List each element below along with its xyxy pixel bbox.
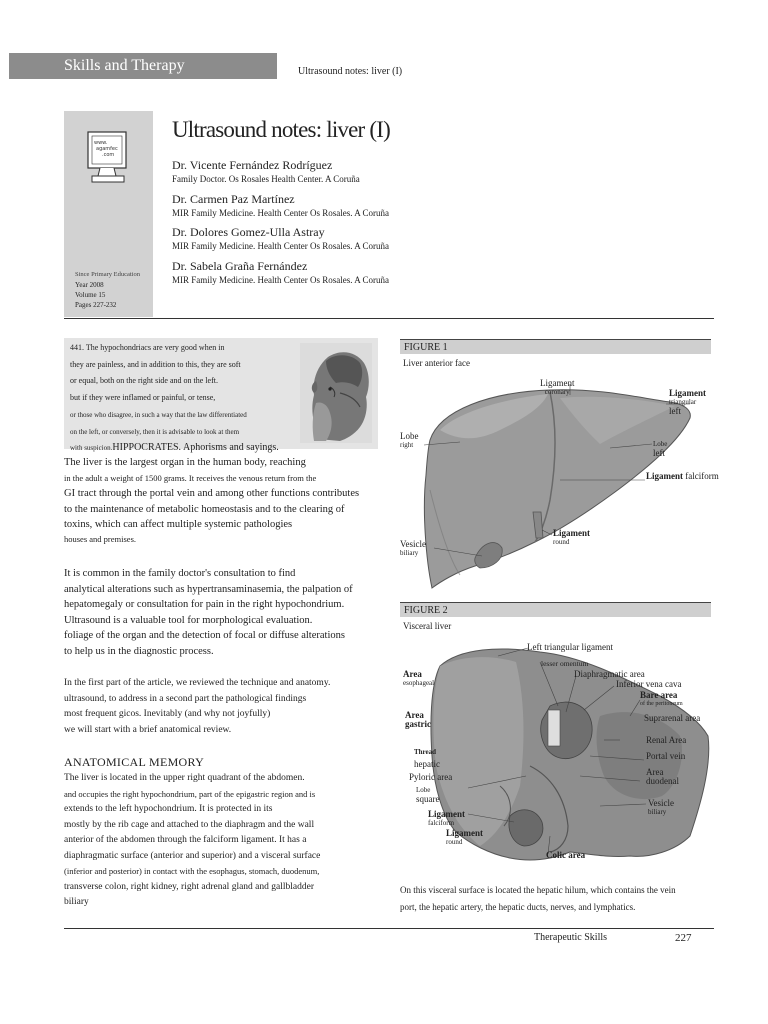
- paragraph-3: [64, 676, 374, 738]
- label-round-ligament-2: [446, 829, 483, 847]
- monitor-text-2: agamfec: [96, 146, 118, 152]
- text-line: It is common in the family doctor's consultation to find: [64, 568, 296, 579]
- text-line: GI tract through the portal vein and among other functions contributes: [64, 488, 360, 499]
- label-line: gastric: [405, 719, 431, 729]
- sidebar-meta: [75, 270, 140, 310]
- label-falciform-ligament: [646, 472, 719, 481]
- monitor-text-3: .com: [102, 152, 115, 158]
- running-title: Ultrasound notes: liver (I): [298, 66, 403, 77]
- label-line: coronary: [544, 388, 570, 396]
- label-line: Lobe: [400, 431, 419, 441]
- label-line: Left triangular ligament: [527, 642, 613, 652]
- text-line: toxins, which can affect multiple systemic pathologies: [64, 519, 293, 530]
- label-duodenal-area: [646, 768, 679, 786]
- page-number: 227: [675, 932, 692, 944]
- text-line: analytical alterations such as hypertransaminasemia, the palpation of: [64, 583, 353, 595]
- label-line: duodenal: [646, 776, 679, 786]
- label-line: Inferior vena cava: [616, 679, 682, 689]
- meta-pages: Pages 227-232: [75, 301, 117, 309]
- label-line: Ligament: [540, 378, 575, 388]
- text-line: foliage of the organ and the detection of focal or diffuse alterations: [64, 630, 345, 641]
- label-line: Area: [403, 669, 422, 679]
- text-line: to help us in the diagnostic process.: [64, 645, 214, 657]
- label-right-lobe: [400, 432, 419, 450]
- text-line: The liver is located in the upper right quadrant of the abdomen.: [64, 773, 305, 783]
- text-line: Ultrasound is a valuable tool for morphological evaluation.: [64, 614, 313, 626]
- text-line: most frequent gicos. Inevitably (and why not joyfully): [64, 709, 271, 719]
- quote-line: or those who disagree, in such a way that the law differentiated: [70, 410, 247, 419]
- label-line: biliary: [400, 549, 419, 557]
- label-thread: [414, 748, 436, 757]
- label-line: Portal vein: [646, 751, 686, 761]
- label-line: Vesicle: [400, 539, 426, 549]
- label-falciform-ligament-2: [428, 810, 465, 828]
- text-line: hepatomegaly or consultation for pain in the right hypochondrium.: [64, 599, 345, 610]
- quote-line: 441. The hypochondriacs are very good when in: [70, 343, 225, 352]
- footer-rule: [64, 928, 714, 929]
- author-affiliation: MIR Family Medicine. Health Center Os Rosales. A Coruña: [172, 208, 389, 218]
- meta-year: Year 2008: [75, 281, 104, 289]
- paragraph-4: [64, 771, 374, 911]
- text-line: we will start with a brief anatomical review.: [64, 724, 232, 735]
- header-rule: [64, 318, 714, 319]
- author-name: Dr. Sabela Graña Fernández: [172, 259, 308, 273]
- article-title: Ultrasound notes: liver (I): [172, 117, 390, 142]
- label-line: round: [446, 838, 463, 846]
- quote-source: HIPPOCRATES. Aphorisms and sayings.: [112, 442, 279, 454]
- label-round-ligament: [553, 529, 590, 547]
- paragraph-2: [64, 566, 374, 659]
- text-line: mostly by the rib cage and attached to the diaphragm and the wall: [64, 819, 315, 830]
- text-line: (inferior and posterior) in contact with the esophagus, stomach, duodenum,: [64, 866, 320, 876]
- quote-line: on the left, or conversely, then it is advisable to look at them: [70, 427, 240, 436]
- figure-1-label: FIGURE 1: [400, 339, 711, 354]
- label-suprarenal-area: [644, 714, 700, 723]
- quote-line: with suspicion.: [70, 444, 113, 453]
- label-line: Colic area: [546, 850, 586, 860]
- label-inferior-vena-cava: [616, 680, 681, 689]
- author-1: [172, 158, 360, 185]
- text-line: transverse colon, right kidney, right adrenal gland and gallbladder: [64, 881, 314, 892]
- label-line: Ligament: [669, 388, 706, 398]
- text-line: anterior of the abdomen through the falciform ligament. It has a: [64, 835, 307, 845]
- hippocrates-portrait: [300, 343, 372, 443]
- text-line: houses and premises.: [64, 533, 137, 544]
- label-line: Lobe: [653, 440, 668, 448]
- label-line: esophageal: [403, 679, 435, 687]
- label-line: Area: [646, 767, 664, 777]
- label-line: Diaphragmatic area: [574, 669, 645, 679]
- author-affiliation: MIR Family Medicine. Health Center Os Rosales. A Coruña: [172, 241, 389, 251]
- label-line: Thread: [414, 748, 437, 756]
- text-line: On this visceral surface is located the hepatic hilum, which contains the vein: [400, 885, 676, 895]
- quote-text: [70, 340, 300, 457]
- text-line: in the adult a weight of 1500 grams. It receives the venous return from the: [64, 472, 317, 483]
- label-left-triangular-ligament: [669, 389, 706, 416]
- label-gastric-area: [405, 711, 431, 729]
- quote-line: but if they were inflamed or painful, or tense,: [70, 393, 216, 403]
- label-line: falciform: [428, 819, 455, 827]
- text-line: In the first part of the article, we reviewed the technique and anatomy.: [64, 678, 331, 688]
- label-line: Suprarenal area: [644, 713, 701, 723]
- label-line: triangular: [669, 398, 697, 406]
- label-diaphragmatic-area: [574, 670, 645, 679]
- author-affiliation: Family Doctor. Os Rosales Health Center. A Coruña: [172, 174, 360, 184]
- text-line: to the maintenance of metabolic homeostasis and to the clearing of: [64, 503, 345, 515]
- footer-journal: Therapeutic Skills: [534, 932, 608, 943]
- label-line: Vesicle: [648, 798, 674, 808]
- label-line: Area: [405, 710, 424, 720]
- label-lesser-omentum: [541, 659, 588, 668]
- text-line: port, the hepatic artery, the hepatic ducts, nerves, and lymphatics.: [400, 902, 636, 912]
- section-banner: Skills and Therapy: [9, 53, 277, 79]
- text-line: biliary: [64, 897, 89, 907]
- text-line: and occupies the right hypochondrium, part of the epigastric region and is: [64, 788, 316, 799]
- text-line: ultrasound, to address in a second part the pathological findings: [64, 693, 307, 704]
- section-heading: ANATOMICAL MEMORY: [64, 755, 205, 769]
- monitor-icon: [86, 130, 130, 186]
- author-name: Dr. Vicente Fernández Rodríguez: [172, 158, 333, 172]
- text-line: diaphragmatic surface (anterior and superior) and a visceral surface: [64, 850, 321, 861]
- author-3: [172, 225, 389, 252]
- label-line: left: [669, 406, 681, 416]
- author-2: [172, 192, 389, 219]
- label-line: Bare area: [640, 690, 678, 700]
- monitor-text-1: www.: [94, 140, 108, 146]
- label-line: Pyloric area: [409, 772, 453, 782]
- label-line: falciform: [685, 471, 719, 481]
- label-line: Ligament: [428, 809, 465, 819]
- label-gallbladder-2: [648, 799, 674, 817]
- paragraph-1: [64, 455, 374, 545]
- liver-anterior-illustration: [400, 370, 712, 598]
- figure-2-description: [400, 882, 712, 916]
- label-hepatic: [414, 760, 440, 769]
- figure-1-caption: Liver anterior face: [403, 358, 470, 368]
- label-line: square: [416, 794, 440, 804]
- label-line: round: [553, 538, 570, 546]
- label-renal-area: [646, 736, 686, 745]
- label-line: of the peritoneum: [640, 701, 683, 707]
- label-gallbladder: [400, 540, 426, 558]
- quote-line: or equal, both on the right side and on the left.: [70, 376, 218, 386]
- label-colic-area: [546, 851, 585, 860]
- label-bare-area: [640, 691, 683, 709]
- label-pyloric-area: [409, 773, 452, 782]
- label-left-lobe: [653, 440, 667, 458]
- label-line: lesser omentum: [541, 659, 589, 668]
- label-line: right: [400, 441, 414, 449]
- label-line: Ligament: [553, 528, 590, 538]
- label-square-lobe: [416, 786, 440, 804]
- label-line: left: [653, 448, 665, 458]
- label-portal-vein: [646, 752, 685, 761]
- label-line: Ligament: [646, 471, 683, 481]
- label-left-triangular-ligament-2: [527, 643, 613, 652]
- meta-volume: Volume 15: [75, 291, 106, 299]
- text-line: extends to the left hypochondrium. It is protected in its: [64, 804, 273, 814]
- label-line: Lobe: [416, 786, 431, 794]
- label-line: Ligament: [446, 828, 483, 838]
- label-coronary-ligament: [540, 379, 575, 397]
- author-name: Dr. Carmen Paz Martínez: [172, 192, 295, 206]
- label-line: biliary: [648, 808, 667, 816]
- author-affiliation: MIR Family Medicine. Health Center Os Rosales. A Coruña: [172, 275, 389, 285]
- label-line: Renal Area: [646, 735, 687, 745]
- figure-2-caption: Visceral liver: [403, 621, 452, 631]
- figure-2-label: FIGURE 2: [400, 602, 711, 617]
- author-4: [172, 259, 389, 286]
- text-line: The liver is the largest organ in the human body, reaching: [64, 457, 306, 468]
- quote-line: they are painless, and in addition to this, they are soft: [70, 359, 241, 369]
- meta-publication: Since Primary Education: [75, 271, 140, 278]
- label-esophageal-area: [403, 670, 434, 688]
- label-line: hepatic: [414, 759, 440, 769]
- author-name: Dr. Dolores Gomez-Ulla Astray: [172, 225, 325, 239]
